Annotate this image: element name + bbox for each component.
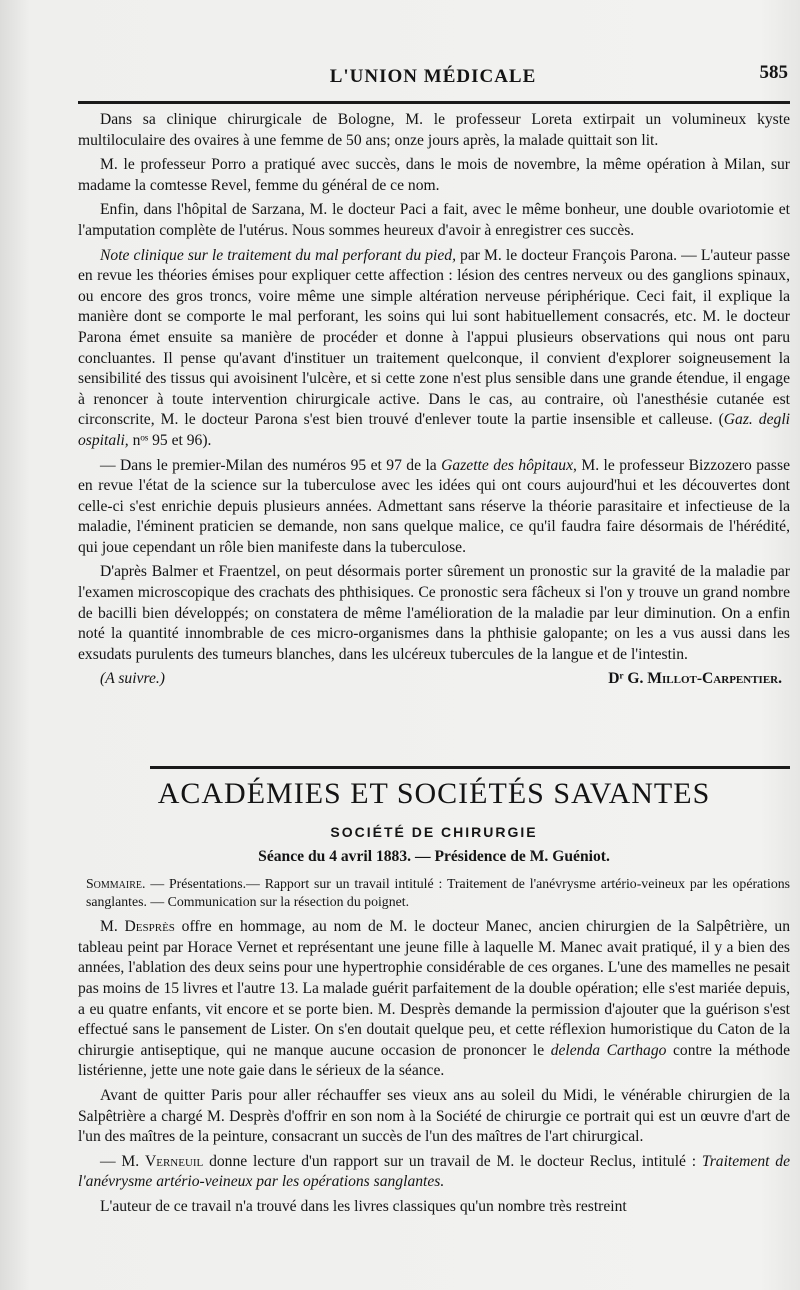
despres-end: contre la méthode listérienne, jette une note gaie dans le sérieux de la séance.	[78, 1041, 790, 1080]
paragraph-loreta: Dans sa clinique chirurgicale de Bologne, M. le professeur Loreta extirpait un volumineux kyste multiloculaire des ovaires à une femme de 50 ans; onze jours après, la malade quittait son lit.	[78, 111, 790, 149]
signature-line	[78, 669, 790, 690]
page-header	[78, 60, 788, 94]
parona-title: Note clinique sur le traitement du mal perforant du pied,	[100, 246, 456, 264]
paragraph-porro: M. le professeur Porro a pratiqué avec succès, dans le mois de novembre, la même opération à Milan, sur madame la comtesse Revel, femme du général de ce nom.	[78, 156, 790, 194]
section-title: ACADÉMIES ET SOCIÉTÉS SAVANTES	[157, 777, 711, 810]
paragraph-paci: Enfin, dans l'hôpital de Sarzana, M. le docteur Paci a fait, avec le même bonheur, une double ovariotomie et l'amputation complète de l'utérus. Nous sommes heureux d'avoir à enregistrer ces succès.	[78, 201, 790, 239]
parona-reference: Gaz. degli ospitali,	[78, 411, 790, 449]
parona-end: nᵒˢ 95 et 96).	[128, 431, 212, 449]
despres-latin: delenda Carthago	[550, 1041, 667, 1059]
parona-body: par M. le docteur François Parona. — L'auteur passe en revue les théories émises pour expliquer cette affection : lésion des centres nerveux ou des ganglions spinaux, ou encore des gros troncs, voire même une simple altération nerveuse périphérique. Ceci fait, il explique la manière dont se comporte le mal perforant, les soins qui lui sont habituellement consacrés, etc. M. le docteur Parona émet ensuite sa manière de procéder et donne à l'appui plusieurs observations qui nous ont paru concluantes. Il pense qu'avant d'instituer un traitement quelconque, il convient d'explorer soigneusement la sensibilité des tissus qui avoisinent l'ulcère, et si cette zone n'est plus sensible dans une grande étendue, il engage à renoncer à toute intervention chirurgicale active. Dans le cas, au contraire, où l'anesthésie cutanée est circonscrite, M. le docteur Parona s'est bien trouvé d'enlever toute la partie insensible et calleuse. (	[78, 246, 790, 429]
running-title: L'UNION MÉDICALE	[329, 66, 537, 87]
paragraph-auteur: L'auteur de ce travail n'a trouvé dans les livres classiques qu'un nombre très restreint	[100, 1197, 627, 1215]
verneuil-mid: donne lecture d'un rapport sur un travail de M. le docteur Reclus, intitulé :	[203, 1152, 702, 1170]
paragraph-balmer: D'après Balmer et Fraentzel, on peut désormais porter sûrement un pronostic sur la gravité de la maladie par l'examen microscopique des crachats des phthisiques. Ce pronostic sera fâcheux si l'on y trouve un grand nombre de bacilli bien développés; on constatera de même l'amélioration de la maladie par leur diminution. On a enfin noté la quantité innombrable de ces micro-organismes dans la phthisie galopante; on les a vus aussi dans les exsudats purulents des tumeurs blanches, dans les ulcéreux tubercules de la langue et de l'intestin.	[78, 563, 790, 663]
sommaire	[78, 875, 790, 911]
header-rule	[78, 101, 790, 104]
society-title: SOCIÉTÉ DE CHIRURGIE	[330, 824, 538, 840]
despres-name: M. Desprès	[100, 918, 175, 936]
paragraph-despres	[78, 917, 790, 1082]
bizzozero-start: — Dans le premier-Milan des numéros 95 et 97 de la	[100, 456, 442, 474]
verneuil-name: Verneuil	[144, 1152, 204, 1170]
sommaire-text: — Présentations.— Rapport sur un travail intitulé : Traitement de l'anévrysme artério-veineux par les opérations sanglantes. — Communication sur la résection du poignet.	[86, 876, 790, 910]
seance-line: Séance du 4 avril 1883. — Présidence de M. Guéniot.	[258, 847, 610, 865]
academies-section	[78, 776, 790, 1222]
author-signature: Dʳ G. Millot-Carpentier.	[608, 670, 782, 688]
paragraph-manec: Avant de quitter Paris pour aller réchauffer ses vieux ans au soleil du Midi, le vénérable chirurgien de la Salpêtrière a chargé M. Desprès d'offrir en son nom à la Société de chirurgie ce portrait qui est un œuvre d'art de l'un des maîtres de la peinture, consacrant un succès de l'un des maîtres de l'art chirurgical.	[78, 1086, 790, 1146]
verneuil-title: Traitement de l'anévrysme artério-veineux par les opérations sanglantes.	[78, 1152, 791, 1191]
bizzozero-reference: Gazette des hôpitaux	[441, 456, 573, 474]
paragraph-parona	[78, 246, 790, 452]
bizzozero-end: , M. le professeur Bizzozero passe en revue l'état de la science sur la tuberculose avec les idées qui ont cours aujourd'hui et les découvertes dont celle-ci s'est enrichie depuis plusieurs années. Admettant sans réserve la théorie parasitaire et infectieuse de la maladie, l'éminent praticien se demande, non sans quelque malice, ce qu'il faudra faire désormais de l'hérédité, qui joue cependant un rôle bien manifeste dans la tuberculose.	[78, 456, 790, 556]
section-rule	[150, 766, 790, 769]
despres-start: offre en hommage, au nom de M. le docteur Manec, ancien chirurgien de la Salpêtrière, un tableau peint par Horace Vernet et représentant une jeune fille à laquelle M. Manec avait pratiqué, il y a bien des années, l'ablation des deux seins pour une hypertrophie considérable de ces organes. L'une des mamelles ne pesait pas moins de 15 livres et l'autre 13. La malade guérit parfaitement de la double opération; elle s'est mariée depuis, a eu quatre enfants, vit encore et se porte bien. M. Desprès demande la permission d'ajouter que la guérison s'est effectué sans le pansement de Lister. On s'en doutait quelque peu, et cette réflexion humoristique du Caton de la chirurgie antiseptique, qui ne manque aucune occasion de prononcer le	[78, 918, 790, 1059]
page-number: 585	[759, 62, 788, 83]
paragraph-bizzozero	[78, 456, 790, 559]
article-body	[78, 110, 790, 690]
verneuil-start: — M.	[100, 1152, 145, 1170]
sommaire-label: Sommaire.	[86, 876, 146, 892]
paragraph-verneuil	[78, 1152, 790, 1193]
to-follow: (A suivre.)	[100, 670, 165, 688]
